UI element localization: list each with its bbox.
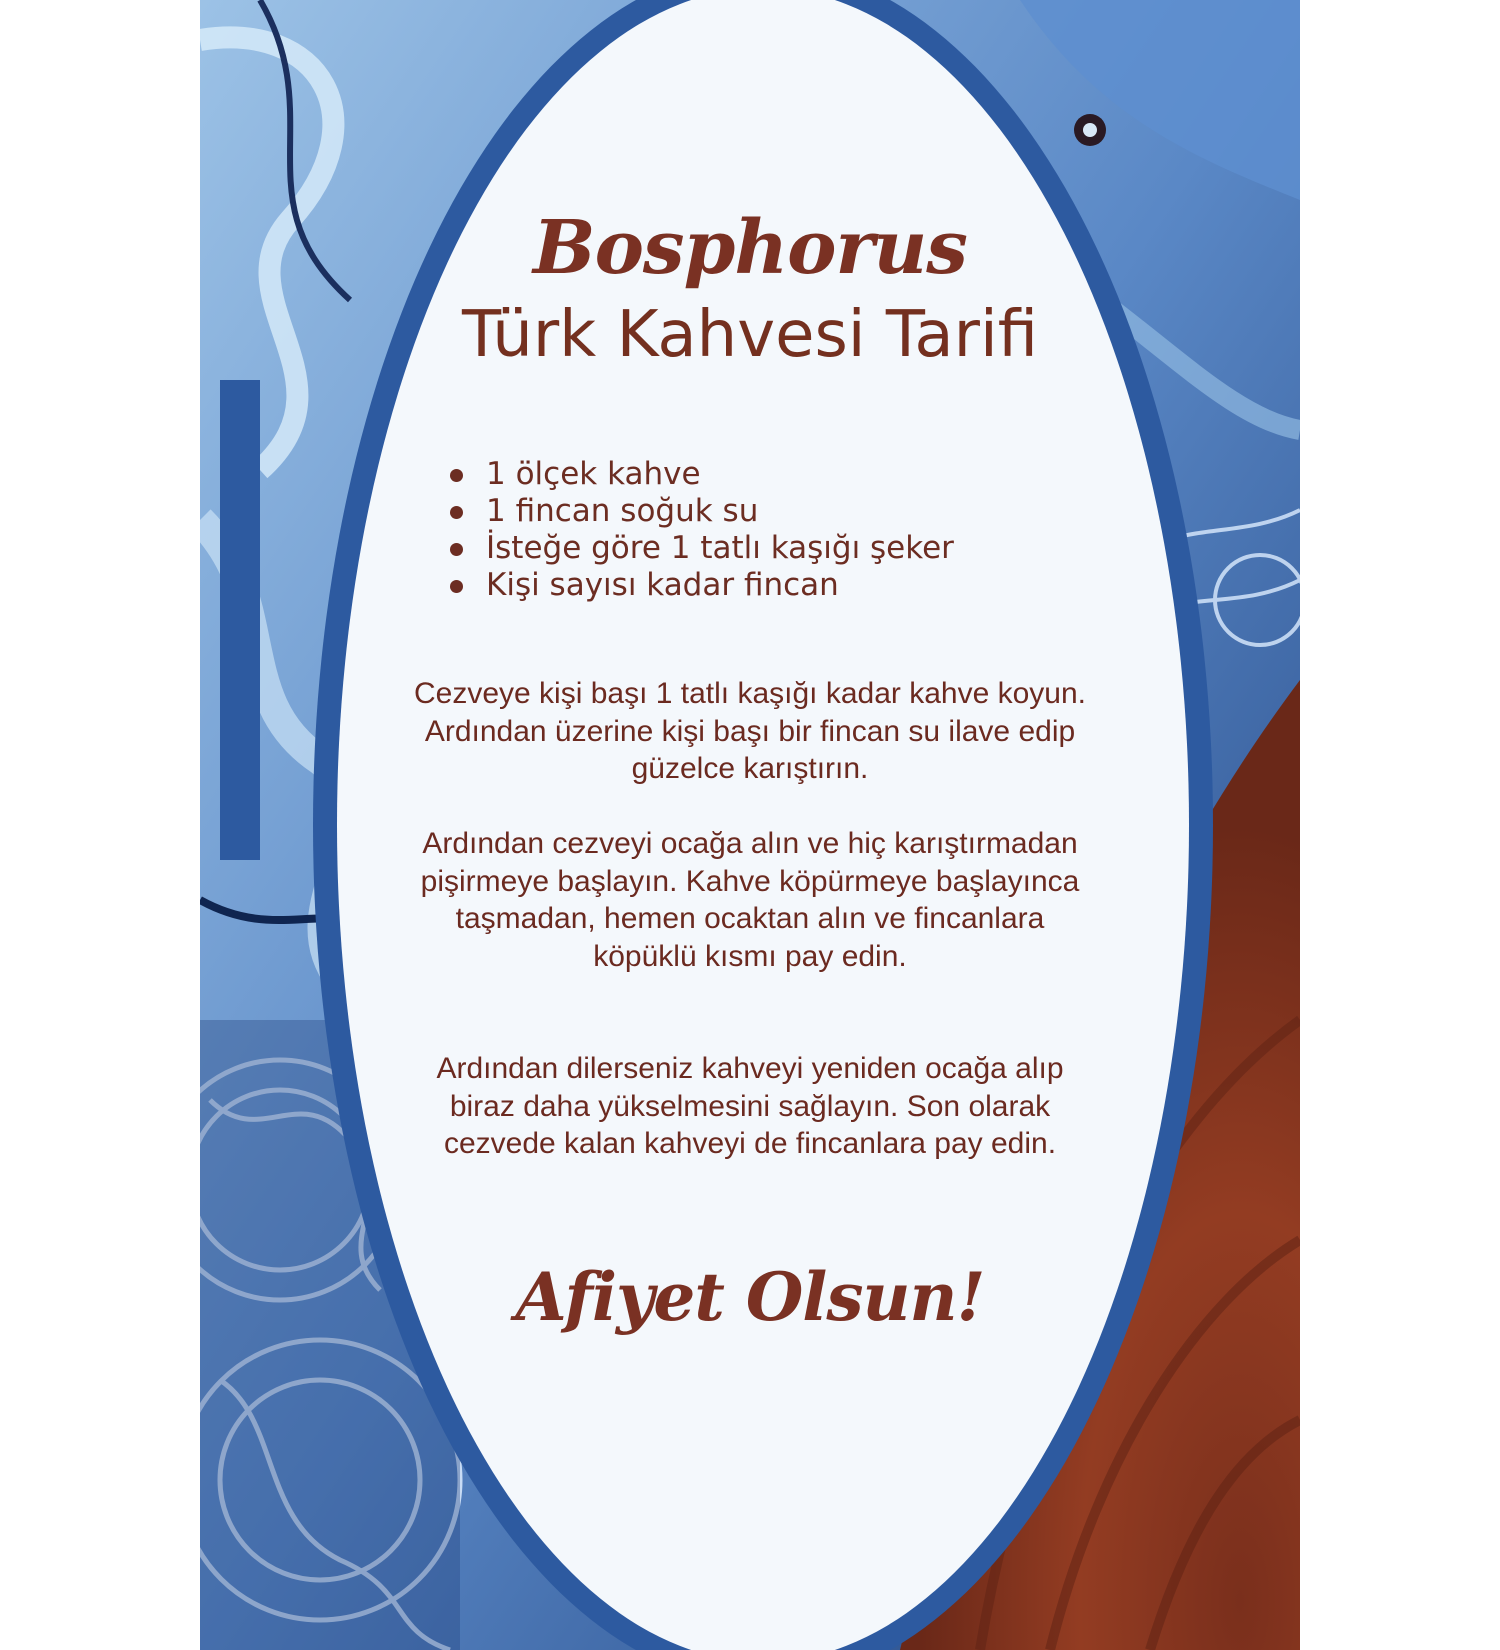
list-item	[450, 456, 954, 493]
bullet-icon	[450, 543, 463, 556]
bullet-icon	[450, 580, 463, 593]
ingredient-list	[450, 456, 954, 604]
instruction-step-3: Ardından dilerseniz kahveyi yeniden ocağa alıp biraz daha yükselmesini sağlayın. Son olarak cezvede kalan kahveyi de fincanlara pay edin.	[436, 1052, 1064, 1160]
recipe-content	[200, 0, 1300, 1650]
ingredient-text: Kişi sayısı kadar fincan	[486, 567, 839, 603]
list-item	[450, 493, 954, 530]
bullet-icon	[450, 506, 463, 519]
instruction-step-1: Cezveye kişi başı 1 tatlı kaşığı kadar kahve koyun. Ardından üzerine kişi başı bir fincan su ilave edip güzelce karıştırın.	[414, 677, 1086, 785]
closing-text: Afiyet Olsun!	[515, 1258, 985, 1336]
ingredient-text: 1 ölçek kahve	[486, 456, 701, 492]
ingredient-text: İsteğe göre 1 tatlı kaşığı şeker	[486, 530, 954, 566]
list-item	[450, 530, 954, 567]
brand-title: Bosphorus	[533, 205, 967, 291]
recipe-title: Türk Kahvesi Tarifi	[461, 298, 1039, 372]
list-item	[450, 567, 954, 604]
instruction-step-2: Ardından cezveyi ocağa alın ve hiç karıştırmadan pişirmeye başlayın. Kahve köpürmeye başlayınca taşmadan, hemen ocaktan alın ve fincanlara köpüklü kısmı pay edin.	[420, 827, 1080, 973]
ingredient-text: 1 fincan soğuk su	[486, 493, 759, 529]
bullet-icon	[450, 469, 463, 482]
recipe-card	[200, 0, 1300, 1650]
